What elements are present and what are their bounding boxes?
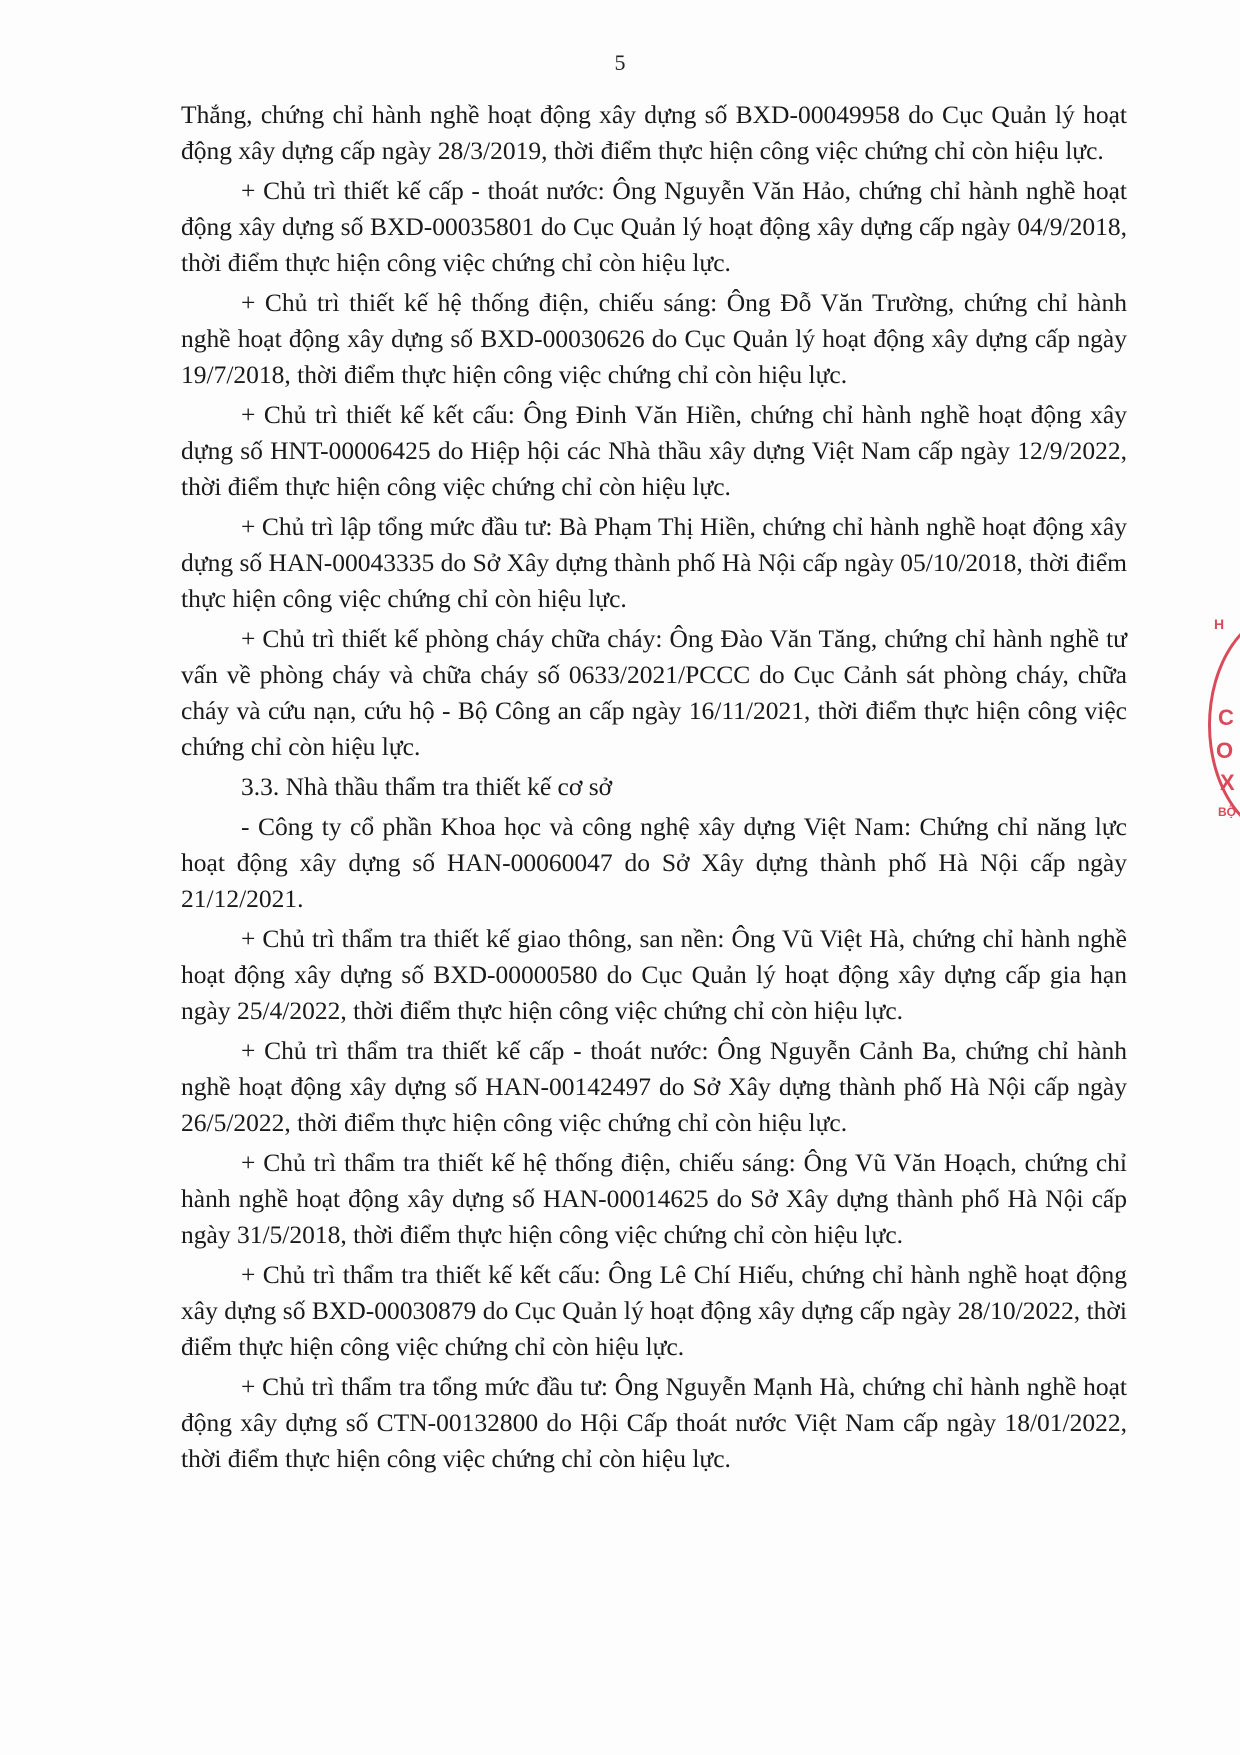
paragraph: + Chủ trì thiết kế phòng cháy chữa cháy: Ông Đào Văn Tăng, chứng chỉ hành nghề tư vấn về phòng cháy và chữa cháy số 0633/2021/PCCC do Cục Cảnh sát phòng cháy, chữa cháy và cứu nạn, cứu hộ - Bộ Công an cấp ngày 16/11/2021, thời điểm thực hiện công việc chứng chỉ còn hiệu lực. [181,624,1127,761]
seal-letter: C [1218,705,1234,730]
paragraph: + Chủ trì thẩm tra thiết kế hệ thống điện, chiếu sáng: Ông Vũ Văn Hoạch, chứng chỉ hành nghề hoạt động xây dựng số HAN-00014625 do Sở Xây dựng thành phố Hà Nội cấp ngày 31/5/2018, thời điểm thực hiện công việc chứng chỉ còn hiệu lực. [181,1148,1127,1249]
seal-letter: BỘ [1218,805,1236,819]
paragraph: + Chủ trì thẩm tra thiết kế giao thông, san nền: Ông Vũ Việt Hà, chứng chỉ hành nghề hoạt động xây dựng số BXD-00000580 do Cục Quản lý hoạt động xây dựng cấp gia hạn ngày 25/4/2022, thời điểm thực hiện công việc chứng chỉ còn hiệu lực. [181,924,1127,1025]
page-number: 5 [614,50,626,75]
paragraph: + Chủ trì thẩm tra tổng mức đầu tư: Ông Nguyễn Mạnh Hà, chứng chỉ hành nghề hoạt động xây dựng số CTN-00132800 do Hội Cấp thoát nước Việt Nam cấp ngày 18/01/2022, thời điểm thực hiện công việc chứng chỉ còn hiệu lực. [181,1372,1127,1473]
paragraph: + Chủ trì thiết kế hệ thống điện, chiếu sáng: Ông Đỗ Văn Trường, chứng chỉ hành nghề hoạt động xây dựng số BXD-00030626 do Cục Quản lý hoạt động xây dựng cấp ngày 19/7/2018, thời điểm thực hiện công việc chứng chỉ còn hiệu lực. [181,288,1127,389]
paragraph: Thắng, chứng chỉ hành nghề hoạt động xây dựng số BXD-00049958 do Cục Quản lý hoạt động xây dựng cấp ngày 28/3/2019, thời điểm thực hiện công việc chứng chỉ còn hiệu lực. [181,100,1127,165]
section-heading: 3.3. Nhà thầu thẩm tra thiết kế cơ sở [241,772,613,801]
paragraph: + Chủ trì lập tổng mức đầu tư: Bà Phạm Thị Hiền, chứng chỉ hành nghề hoạt động xây dựng số HAN-00043335 do Sở Xây dựng thành phố Hà Nội cấp ngày 05/10/2018, thời điểm thực hiện công việc chứng chỉ còn hiệu lực. [181,512,1127,613]
paragraph: + Chủ trì thẩm tra thiết kế kết cấu: Ông Lê Chí Hiếu, chứng chỉ hành nghề hoạt động xây dựng số BXD-00030879 do Cục Quản lý hoạt động xây dựng cấp ngày 28/10/2022, thời điểm thực hiện công việc chứng chỉ còn hiệu lực. [181,1260,1127,1361]
paragraph: + Chủ trì thẩm tra thiết kế cấp - thoát nước: Ông Nguyễn Cảnh Ba, chứng chỉ hành nghề hoạt động xây dựng số HAN-00142497 do Sở Xây dựng thành phố Hà Nội cấp ngày 26/5/2022, thời điểm thực hiện công việc chứng chỉ còn hiệu lực. [181,1036,1127,1137]
seal-letter: O [1216,738,1234,763]
paragraph: - Công ty cổ phần Khoa học và công nghệ xây dựng Việt Nam: Chứng chỉ năng lực hoạt động xây dựng số HAN-00060047 do Sở Xây dựng thành phố Hà Nội cấp ngày 21/12/2021. [181,812,1127,913]
paragraph: + Chủ trì thiết kế kết cấu: Ông Đinh Văn Hiền, chứng chỉ hành nghề hoạt động xây dựng số HNT-00006425 do Hiệp hội các Nhà thầu xây dựng Việt Nam cấp ngày 12/9/2022, thời điểm thực hiện công việc chứng chỉ còn hiệu lực. [181,400,1127,501]
seal-letter: X [1220,770,1235,795]
seal-letter: H [1214,616,1225,632]
paragraph: + Chủ trì thiết kế cấp - thoát nước: Ông Nguyễn Văn Hảo, chứng chỉ hành nghề hoạt động xây dựng số BXD-00035801 do Cục Quản lý hoạt động xây dựng cấp ngày 04/9/2018, thời điểm thực hiện công việc chứng chỉ còn hiệu lực. [181,176,1127,277]
seal-stamp-fragment [1204,610,1240,840]
document-body [181,97,1127,1481]
